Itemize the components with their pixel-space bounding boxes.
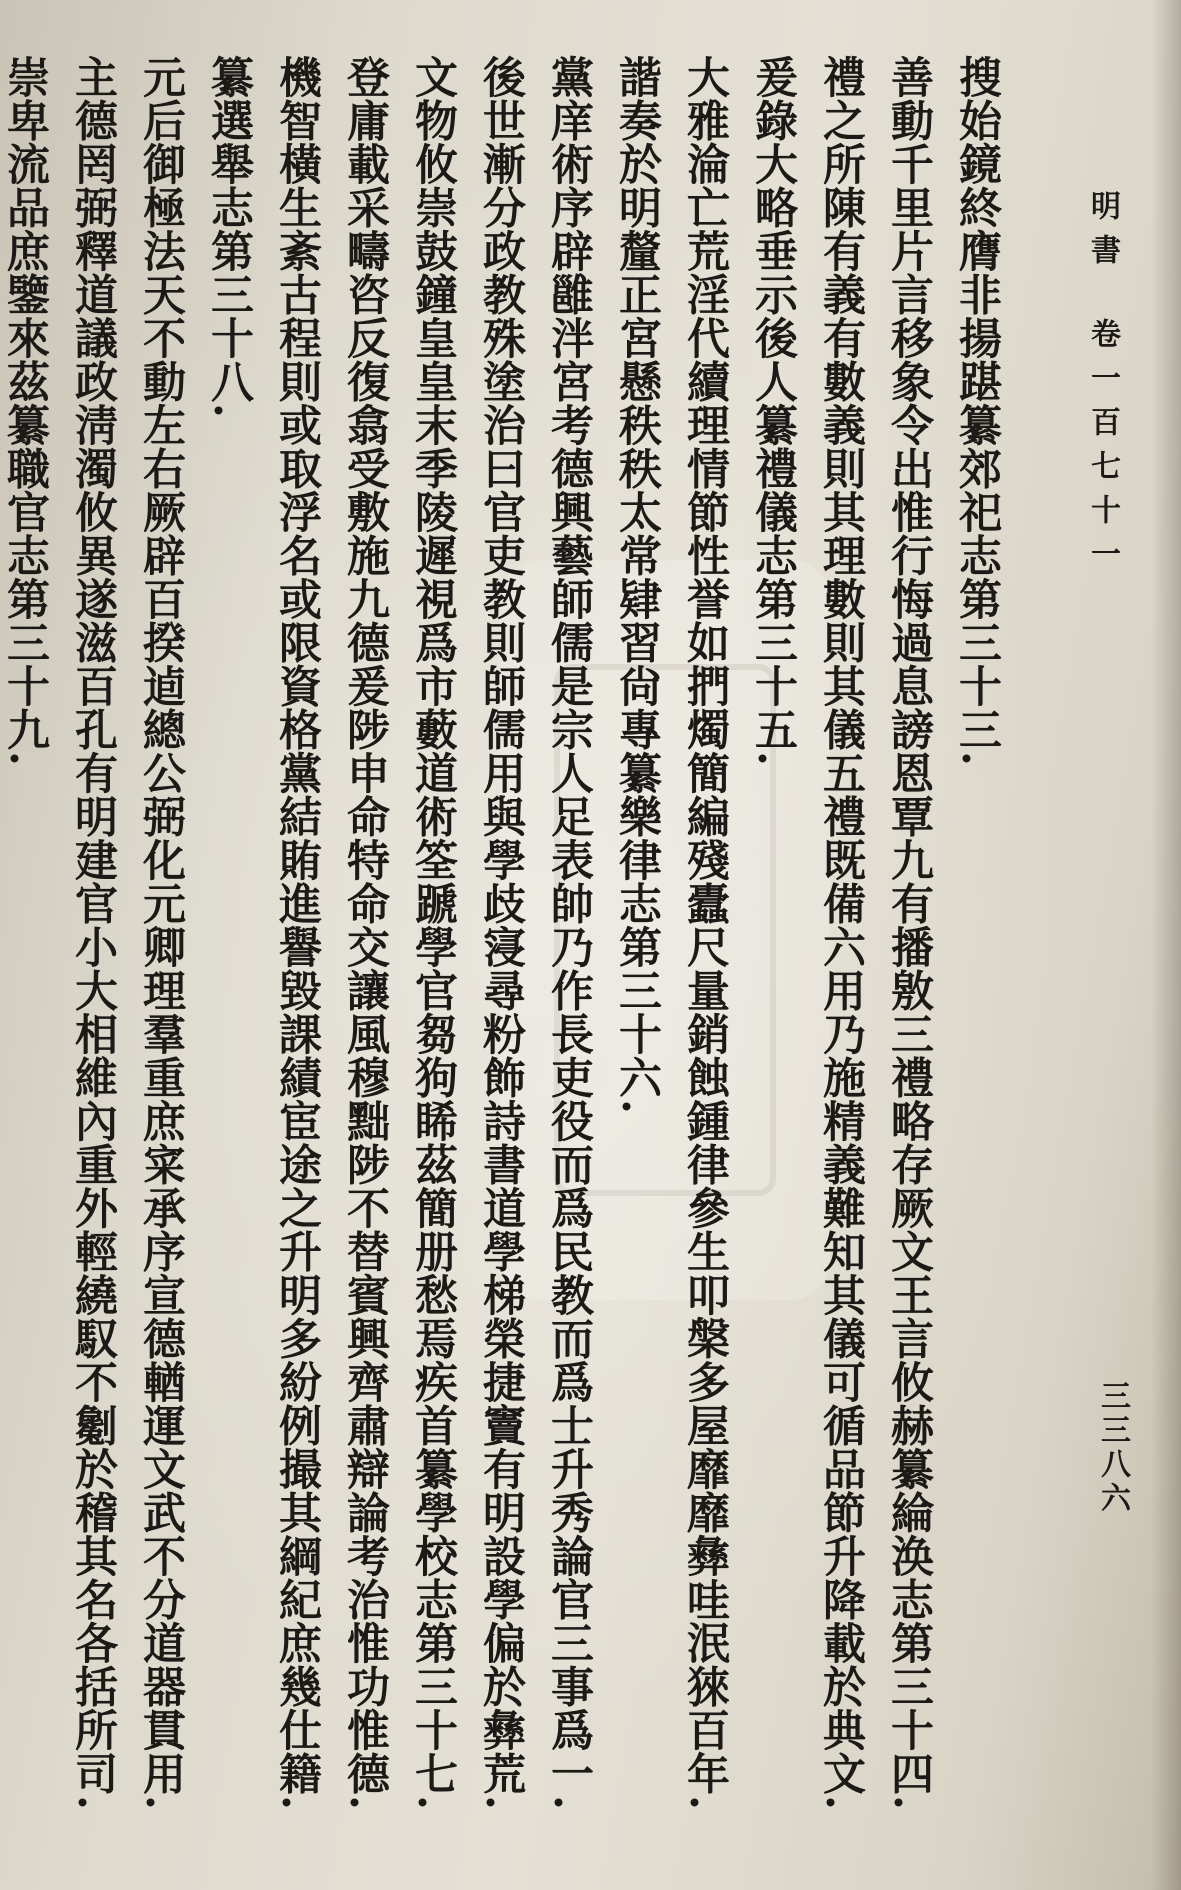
- text-column: 搜始鏡終膺非揚踸纂郊祀志第三十三.: [952, 55, 1002, 767]
- text-column: 爰錄大略垂示後人纂禮儀志第三十五.: [748, 55, 798, 767]
- text-column: 機智橫生紊古程則或取浮名或限資格黨結賄進譽毀課績宦途之升明多紛例撮其綱紀庶幾仕籍.: [272, 55, 322, 1811]
- text-column: 纂選舉志第三十八.: [204, 55, 254, 419]
- text-column: 主德罔弼釋道議政淸濁攸異遂滋百孔有明建官小大相維內重外輕繞馭不劖於稽其名各括所司.: [68, 55, 118, 1811]
- page-edge-shadow: [1151, 0, 1181, 1890]
- volume-label: 卷一百七十一: [1085, 318, 1120, 582]
- main-text-block: [0, 55, 1011, 1810]
- text-column: 諧奏於明釐正宮懸秩秩太常肄習尙專纂樂律志第三十六.: [612, 55, 662, 1115]
- book-title: 明書: [1085, 190, 1120, 278]
- text-column: 禮之所陳有義有數義則其理數則其儀五禮既備六用乃施精義難知其儀可循品節升降載於典文.: [816, 55, 866, 1811]
- text-column: 登庸載采疇咨反復翕受敷施九德爰陟申命特命交讓風穆黜陟不替賓興齊肅辯論考治惟功惟德.: [340, 55, 390, 1811]
- text-column: 後世漸分政教殊塗治曰官吏教則師儒用與學歧寖尋粉飾詩書道學梯榮捷竇有明設學偏於彝荒.: [476, 55, 526, 1811]
- running-header: [1080, 190, 1124, 582]
- text-column: 黨庠術序辟雝泮宮考德興藝師儒是宗人足表帥乃作長吏役而爲民教而爲士升秀論官三事爲一.: [544, 55, 594, 1811]
- text-column: 元后御極法天不動左右厥辟百揆逌總公弼化元卿理羣重庶寀承序宣德輶運文武不分道器貫用.: [136, 55, 186, 1811]
- text-column: 善動千里片言移象令出惟行悔過息謗恩覃九有播敫三禮略存厥文王言攸赫纂綸涣志第三十四.: [884, 55, 934, 1811]
- text-column: 文物攸崇鼓鐘皇皇末季陵遲視爲市藪道術筌蹏學官芻狗睎茲簡册愁焉疾首纂學校志第三十七.: [408, 55, 458, 1811]
- page-number: 三三八六: [1095, 1380, 1130, 1516]
- text-column: 崇卑流品庶鑒來茲纂職官志第三十九.: [0, 55, 50, 767]
- text-column: 大雅淪亡荒淫代續理情節性誉如捫燭簡編殘蠹尺量銷蝕鍾律參生叩槃多屋靡靡彝哇泯猍百年.: [680, 55, 730, 1811]
